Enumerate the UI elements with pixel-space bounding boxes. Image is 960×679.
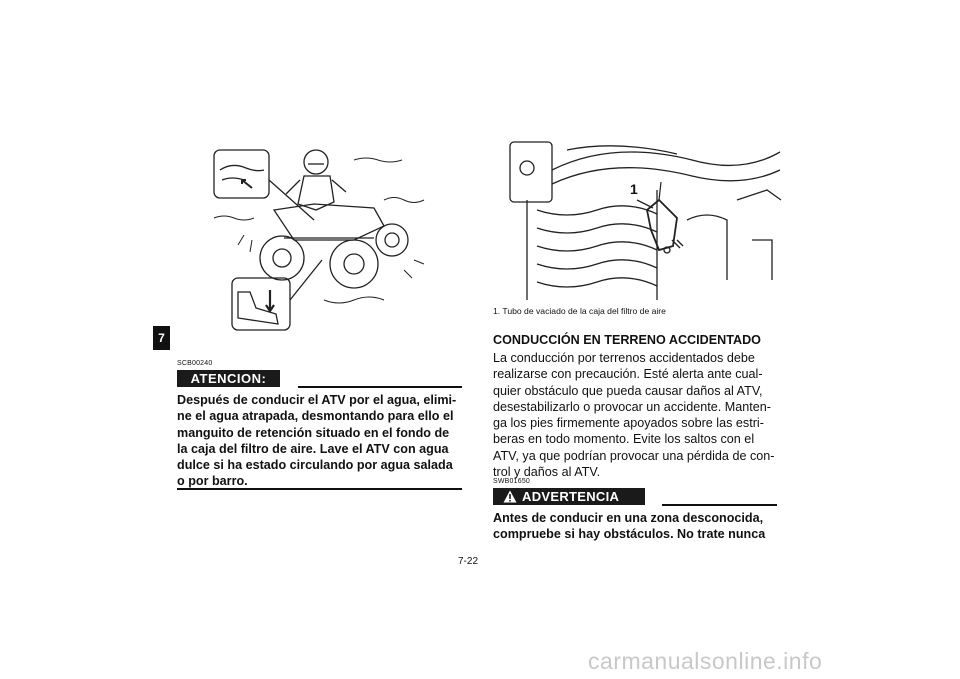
notice-rule-bottom <box>177 488 462 490</box>
atv-water-illustration <box>204 140 444 355</box>
air-filter-drain-illustration <box>507 140 782 300</box>
caution-text: Después de conducir el ATV por el agua, elimi- ne el agua atrapada, desmontando para ello el manguito de retención situado en el fondo de la caja del filtro de aire. Lave el ATV con agua dulce si ha estado circulando por agua salada o por barro. <box>177 393 457 489</box>
warning-text: Antes de conducir en una zona desconocida, compruebe si hay obstáculos. No trate nunca <box>493 511 766 542</box>
warning-code: SWB01650 <box>493 478 531 485</box>
figure-caption: 1. Tubo de vaciado de la caja del filtro de aire <box>493 306 666 316</box>
warning-badge <box>493 488 645 505</box>
notice-code: SCB00240 <box>177 360 213 367</box>
section-heading: CONDUCCIÓN EN TERRENO ACCIDENTADO <box>493 333 761 347</box>
warning-triangle-icon <box>503 490 517 503</box>
notice-rule-top <box>298 386 462 388</box>
body-text: La conducción por terrenos accidentados debe realizarse con precaución. Esté alerta ante cual- quier obstáculo que pueda causar daños al ATV, desestabilizarlo o provocar un accidente. Manten- ga los pies firmemente apoyados sobre las estri- beras en todo momento. Evite los saltos con el ATV, ya que podrían provocar una pérdida de con- trol y daños al ATV. <box>493 351 775 480</box>
page-number: 7-22 <box>458 556 479 567</box>
caution-badge: ATENCION: <box>177 370 280 387</box>
figure-callout: 1 <box>630 181 638 197</box>
chapter-tab: 7 <box>153 326 170 350</box>
warning-rule-top <box>662 504 777 506</box>
watermark: carmanualsonline.info <box>588 648 823 674</box>
warning-label: ADVERTENCIA <box>522 489 620 504</box>
